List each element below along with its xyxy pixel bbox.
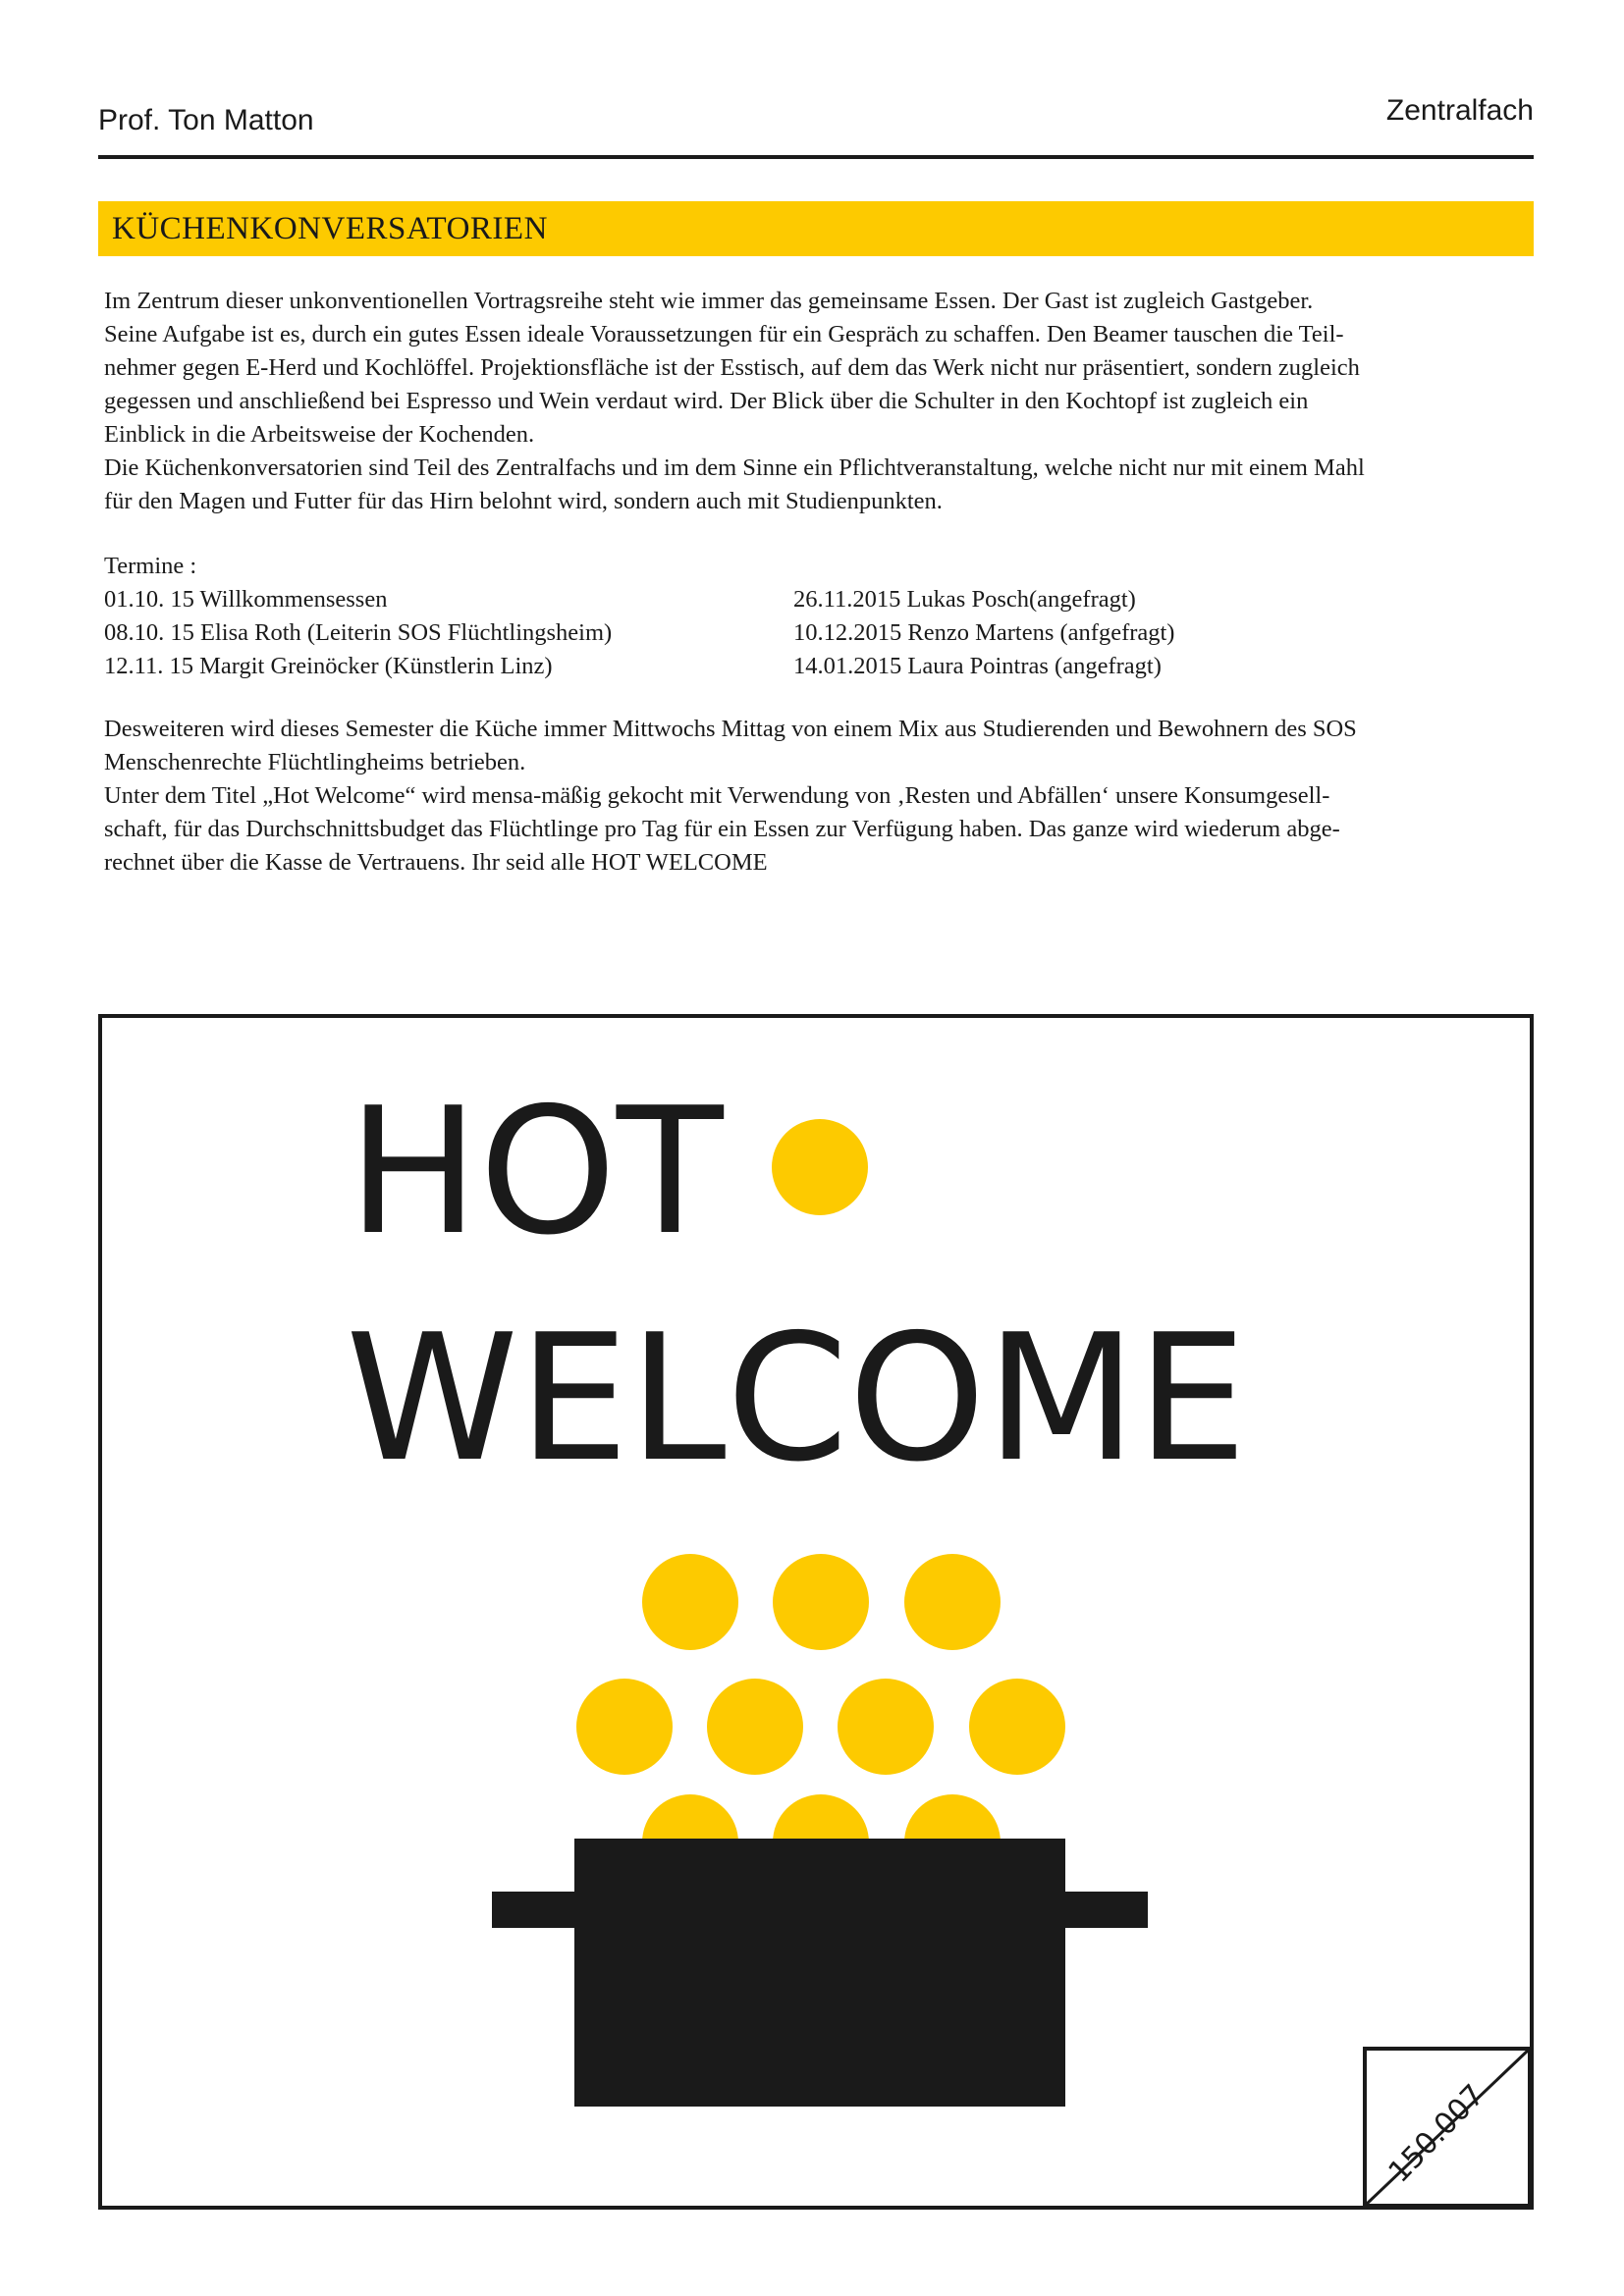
intro-line: Die Küchenkonversatorien sind Teil des Zentralfachs und im dem Sinne ein Pflichtveranstaltung, welche nicht nur mit einem Mahl: [104, 454, 1365, 481]
steam-dot: [969, 1679, 1065, 1775]
hot-welcome-poster: [98, 1014, 1534, 2210]
termine-section: [104, 550, 1538, 679]
intro-line: Einblick in die Arbeitsweise der Kochenden.: [104, 421, 535, 448]
outro-line: Desweiteren wird dieses Semester die Küche immer Mittwochs Mittag von einem Mix aus Studierenden und Bewohnern des SOS: [104, 716, 1357, 742]
steam-dot: [707, 1679, 803, 1775]
poster-code: 150.007: [1381, 2078, 1491, 2190]
termine-entry: 26.11.2015 Lukas Posch(angefragt): [793, 586, 1136, 613]
intro-line: Seine Aufgabe ist es, durch ein gutes Essen ideale Voraussetzungen für ein Gespräch zu schaffen. Den Beamer tauschen die Teil-: [104, 321, 1344, 347]
termine-entry: 08.10. 15 Elisa Roth (Leiterin SOS Flüchtlingsheim): [104, 619, 613, 646]
pot-handle-right: [1061, 1892, 1148, 1928]
cooking-pot-icon: [492, 1839, 1148, 2107]
outro-paragraph: [104, 713, 1538, 880]
steam-dot: [773, 1554, 869, 1650]
steam-dot: [838, 1679, 934, 1775]
termine-left-column: [104, 583, 612, 683]
outro-line: Unter dem Titel „Hot Welcome“ wird mensa-mäßig gekocht mit Verwendung von ‚Resten und Abfällen‘ unsere Konsumgesell-: [104, 782, 1330, 809]
termine-entry: 01.10. 15 Willkommensessen: [104, 586, 388, 613]
outro-line: schaft, für das Durchschnittsbudget das Flüchtlinge pro Tag für ein Essen zur Verfügung haben. Das ganze wird wiederum abge-: [104, 816, 1340, 842]
outro-line: Menschenrechte Flüchtlingheims betrieben.: [104, 749, 526, 775]
steam-dot: [576, 1679, 673, 1775]
poster-title-welcome: WELCOME: [346, 1297, 1248, 1500]
intro-line: für den Magen und Futter für das Hirn belohnt wird, sondern auch mit Studienpunkten.: [104, 488, 943, 514]
intro-line: Im Zentrum dieser unkonventionellen Vortragsreihe steht wie immer das gemeinsame Essen. Der Gast ist zugleich Gastgeber.: [104, 288, 1314, 314]
steam-dot: [642, 1554, 738, 1650]
termine-entry: 12.11. 15 Margit Greinöcker (Künstlerin Linz): [104, 653, 553, 679]
poster-graphic: [102, 1018, 1530, 2206]
pot-handle-left: [492, 1892, 578, 1928]
intro-line: nehmer gegen E-Herd und Kochlöffel. Projektionsfläche ist der Esstisch, auf dem das Werk nicht nur präsentiert, sondern zugleich: [104, 354, 1360, 381]
termine-label: Termine :: [104, 553, 197, 579]
yellow-dot-icon: [772, 1119, 868, 1215]
poster-title-hot: HOT: [348, 1070, 724, 1273]
pot-body: [574, 1839, 1065, 2107]
intro-paragraph: [104, 285, 1538, 518]
steam-dot: [904, 1554, 1001, 1650]
termine-entry: 10.12.2015 Renzo Martens (anfgefragt): [793, 619, 1175, 646]
header-subject: Zentralfach: [1385, 94, 1534, 127]
outro-line: rechnet über die Kasse de Vertrauens. Ihr seid alle HOT WELCOME: [104, 849, 768, 876]
termine-entry: 14.01.2015 Laura Pointras (angefragt): [793, 653, 1162, 679]
termine-right-column: [793, 583, 1174, 683]
section-title: KÜCHENKONVERSATORIEN: [112, 210, 548, 246]
code-stamp: [1365, 2049, 1530, 2206]
header-author: Prof. Ton Matton: [98, 104, 314, 136]
header-divider: [98, 155, 1534, 159]
section-heading-bar: [98, 201, 1534, 256]
intro-line: gegessen und anschließend bei Espresso und Wein verdaut wird. Der Blick über die Schulter in den Kochtopf ist zugleich ein: [104, 388, 1309, 414]
